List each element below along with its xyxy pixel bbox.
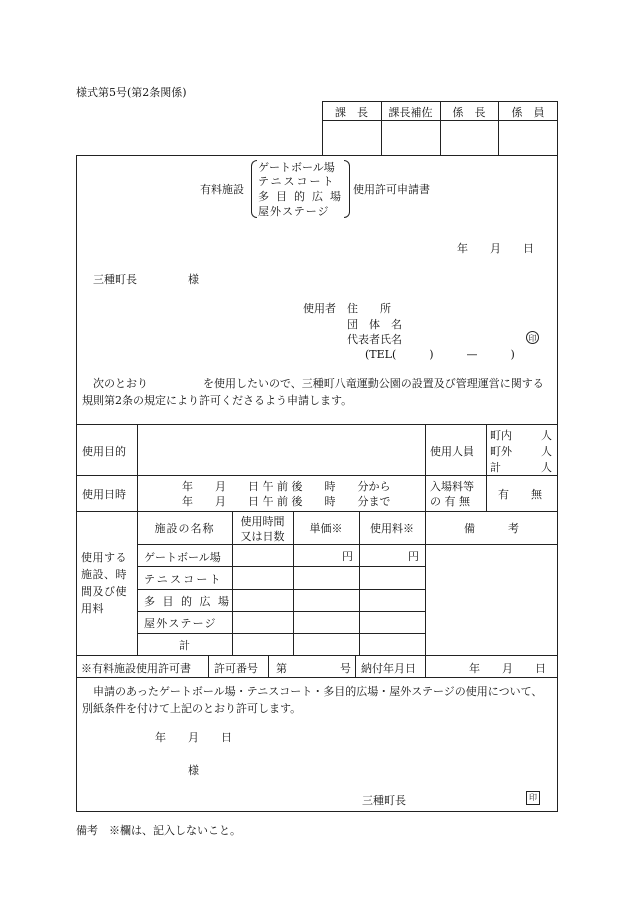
facility-row-plaza: 多目的広場 <box>144 595 237 608</box>
permit-honorific: 様 <box>188 764 199 777</box>
col-usage-time-line2: 又は日数 <box>240 530 285 543</box>
unit-price-yen: 円 <box>342 550 353 563</box>
purpose-label: 使用目的 <box>82 445 126 458</box>
people-outside-label: 町外 <box>490 445 512 458</box>
datetime-from[interactable]: 年 月 日 午 前 後 時 分から <box>182 480 391 493</box>
col-usage-time-line1: 使用時間 <box>240 515 285 528</box>
approval-label-deputy-chief: 課長補佐 <box>388 106 433 119</box>
permit-date: 年 月 日 <box>155 731 232 744</box>
application-prefix: 有料施設 <box>200 183 244 196</box>
tel-label: (TEL( ) — ) <box>365 348 515 361</box>
col-facility-name: 施設の名称 <box>154 522 215 535</box>
user-label: 使用者 <box>303 302 336 315</box>
people-domestic-label: 町内 <box>490 429 512 442</box>
datetime-label: 使用日時 <box>82 488 126 501</box>
people-domestic-unit: 人 <box>541 429 552 442</box>
permit-title: ※有料施設使用許可書 <box>81 662 191 675</box>
fee-value[interactable]: 有 無 <box>498 488 542 501</box>
facility-row-gateball: ゲートボール場 <box>144 551 221 564</box>
facility-option-tennis: テニスコート <box>258 175 336 188</box>
paid-date-value: 年 月 日 <box>469 662 546 675</box>
facility-option-plaza: 多目的広場 <box>258 190 348 203</box>
addressee: 三種町長 <box>93 273 137 286</box>
representative-label: 代表者氏名 <box>347 333 402 346</box>
group-label: 団 体 名 <box>347 318 402 331</box>
col-fee: 使用料※ <box>370 522 414 535</box>
permit-number-suffix: 号 <box>340 662 351 675</box>
form-number: 様式第5号(第2条関係) <box>76 86 187 99</box>
facility-section-label: 使用する施設、時間及び使用料 <box>81 551 127 615</box>
addressee-honorific: 様 <box>188 273 199 286</box>
seal-icon: 印 <box>526 331 539 344</box>
datetime-to[interactable]: 年 月 日 午 前 後 時 分まで <box>182 495 391 508</box>
permit-body-text: 申請のあったゲートボール場・テニスコート・多目的広場・屋外ステージの使用について、別紙条件を付けて上記のとおり許可します。 <box>82 685 543 715</box>
permit-number-label: 許可番号 <box>214 662 258 675</box>
approval-label-staff: 係 員 <box>511 106 545 119</box>
issuer-seal-icon: 印 <box>526 791 540 805</box>
application-suffix: 使用許可申請書 <box>353 183 430 196</box>
col-unit-price: 単価※ <box>309 522 343 535</box>
people-total-unit: 人 <box>541 461 552 474</box>
facility-row-stage: 屋外ステージ <box>144 617 217 630</box>
footer-note: 備考 ※欄は、記入しないこと。 <box>76 824 241 837</box>
fee-label-line2: の 有 無 <box>430 495 470 508</box>
permit-number-prefix: 第 <box>276 662 287 675</box>
approval-label-subsection-chief: 係 長 <box>452 106 486 119</box>
people-label: 使用人員 <box>430 445 474 458</box>
address-label: 住 所 <box>347 302 391 315</box>
people-outside-unit: 人 <box>541 445 552 458</box>
facility-bracket-left <box>251 160 257 218</box>
paid-date-label: 納付年月日 <box>361 662 416 675</box>
people-total-label: 計 <box>490 461 501 474</box>
fee-yen: 円 <box>408 550 419 563</box>
col-remarks: 備 考 <box>464 522 519 535</box>
approval-label-section-chief: 課 長 <box>335 106 368 119</box>
facility-option-gateball: ゲートボール場 <box>258 161 335 174</box>
facility-row-total: 計 <box>179 639 190 652</box>
application-date: 年 月 日 <box>457 242 534 255</box>
fee-label-line1: 入場料等 <box>430 480 474 493</box>
facility-row-tennis: テニスコート <box>144 573 223 586</box>
application-body-text: 次のとおり を使用したいので、三種町八竜運動公園の設置及び管理運営に関する規則第2条の規定により許可くださるよう申請します。 <box>82 377 544 407</box>
facility-option-stage: 屋外ステージ <box>258 205 330 218</box>
permit-issuer: 三種町長 <box>362 794 406 807</box>
purpose-field[interactable] <box>138 425 425 475</box>
